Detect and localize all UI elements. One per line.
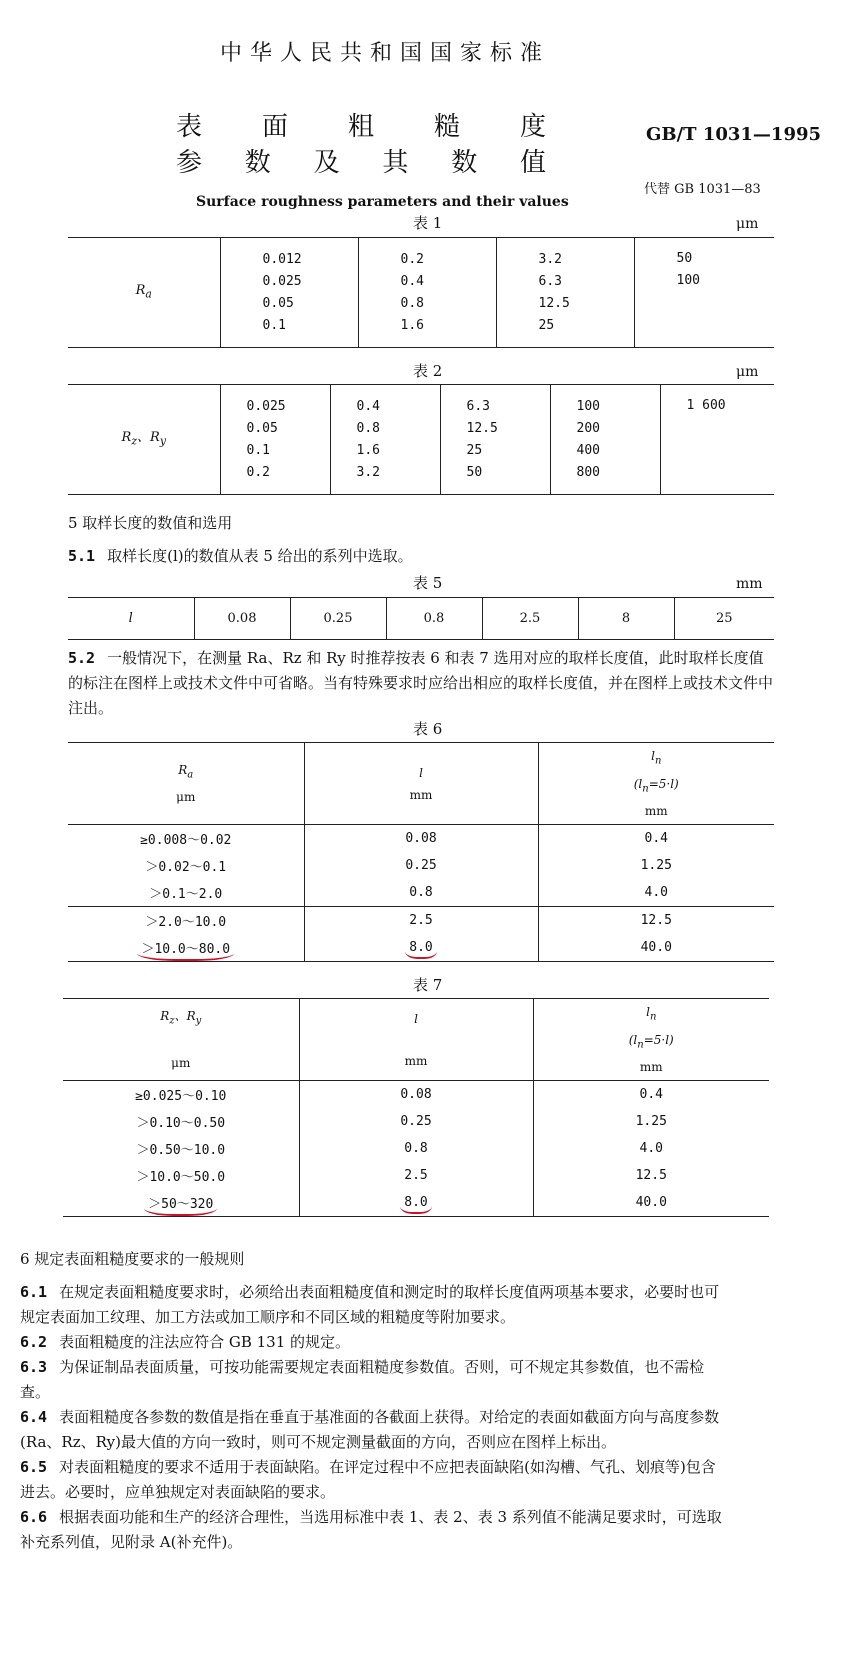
table-row [63,1081,769,1109]
cell-value: ≥0.008～0.02 [140,833,232,848]
table-cell [63,1189,299,1217]
table-header-row [68,743,774,825]
section-6-body [20,1280,728,1555]
cell-value: 0.08 [405,831,437,846]
clause-paragraph [20,1405,728,1455]
cell-value: 0.2 [400,251,424,267]
table-header-row [63,999,769,1081]
title-character: 及 [313,148,340,178]
clause-paragraph [20,1355,728,1405]
clause-text: 表面粗糙度各参数的数值是指在垂直于基准面的各截面上获得。对给定的表面如截面方向与高度参数(Ra、Rz、Ry)最大值的方向一致时，则可不规定测量截面的方向，否则应在图样上标出。 [20,1408,720,1451]
cell-value: 100 [676,273,700,288]
table-row [63,1162,769,1189]
paragraph-5-1 [68,544,774,569]
cell-value: 3.2 [356,464,380,480]
cell-value: 1 600 [686,398,726,413]
table-cell [68,825,304,853]
title-line-2 [176,142,546,179]
title-character: 数 [451,148,478,178]
row-label: $R_a$ [135,282,152,301]
table-cell [538,852,774,879]
cell-value: 12.5 [538,295,570,311]
cell-value: 12.5 [640,913,672,928]
value-column [660,385,774,495]
clause-text: 在规定表面粗糙度要求时，必须给出表面粗糙度值和测定时的取样长度值两项基本要求，必要时也可规定表面加工纹理、加工方法或加工顺序和不同区域的粗糙度等附加要求。 [20,1283,720,1326]
cell-value: 0.05 [246,420,278,436]
title-line-1 [176,106,546,143]
cell-value: 0.08 [400,1087,432,1102]
table-cell [533,1189,769,1217]
cell-value: 100 [576,398,600,414]
column-header-l: l mm [304,743,538,825]
cell-value: ＞0.10～0.50 [136,1116,226,1131]
title-character: 数 [244,148,271,178]
table1-caption: 表 1 [413,214,443,232]
column-header-ra: $R_a$ μm [68,743,304,825]
table-cell [68,934,304,962]
table5-caption: 表 5 [413,574,443,592]
value-column [330,385,440,495]
cell-value: 0.012 [262,251,302,267]
cell-value: 0.4 [644,831,668,846]
table-cell [299,1135,533,1162]
column-header-ln: $l_n$ $(l_n=5\cdot l)$ mm [533,999,769,1081]
cell-value: 4.0 [639,1141,663,1156]
table-cell [63,1081,299,1109]
cell-value: 8 [578,598,674,640]
cell-value: 2.5 [404,1168,428,1183]
cell-value: 0.05 [262,295,294,311]
cell-value: 0.8 [356,420,380,436]
row-label: $R_z$、$R_y$ [121,429,166,448]
value-column [358,238,496,348]
replaces-note: 代替 GB 1031—83 [644,182,761,197]
table-row [68,385,774,495]
table1-unit: μm [736,216,759,232]
title-character: 表 [176,112,203,142]
clause-text: 取样长度(l)的数值从表 5 给出的系列中选取。 [107,547,413,565]
cell-value: 12.5 [635,1168,667,1183]
table-cell [63,1108,299,1135]
value-column [220,385,330,495]
cell-value: 0.1 [246,442,270,458]
cell-value: 0.4 [356,398,380,414]
cell-value: 6.3 [538,273,562,289]
cell-value: 400 [576,442,600,458]
cell-value: ≥0.025～0.10 [135,1089,227,1104]
cell-value: 0.8 [409,885,433,900]
table-cell [304,879,538,907]
cell-value: 1.25 [635,1114,667,1129]
table-2 [68,384,774,495]
clause-text: 根据表面功能和生产的经济合理性，当选用标准中表 1、表 2、表 3 系列值不能满足要求时，可选取补充系列值，见附录 A(补充件)。 [20,1508,722,1551]
standard-code: GB/T 1031—1995 [646,124,822,145]
column-header-rz-ry: $R_z$、$R_y$ μm [63,999,299,1081]
cell-value: 0.1 [262,317,286,333]
cell-value: 0.4 [639,1087,663,1102]
clause-paragraph [20,1455,728,1505]
table-cell [538,934,774,962]
table5-unit: mm [736,576,763,592]
title-character: 粗 [347,112,374,142]
table-cell [533,1081,769,1109]
row-label: l [128,611,133,626]
cell-value: 1.25 [640,858,672,873]
table-cell [68,879,304,907]
table-cell [63,1162,299,1189]
table-row [68,598,774,640]
cell-value: ＞10.0～50.0 [136,1170,226,1185]
cell-value: 0.8 [400,295,424,311]
table-row [68,934,774,962]
table-row [68,907,774,935]
table2-caption: 表 2 [413,362,443,380]
table-cell [304,907,538,935]
table-cell [68,907,304,935]
table-cell [304,934,538,962]
cell-value: 2.5 [409,913,433,928]
table-row [68,825,774,853]
table-1 [68,237,774,348]
clause-paragraph [20,1330,728,1355]
cell-value: 0.025 [246,398,286,414]
table-cell [304,852,538,879]
cell-value: 200 [576,420,600,436]
section-5-heading: 5 取样长度的数值和选用 [68,514,233,532]
clause-number: 5.1 [68,547,96,565]
cell-value: ＞2.0～10.0 [145,915,227,930]
cell-value: 12.5 [466,420,498,436]
value-column [440,385,550,495]
cell-value: 25 [674,598,774,640]
section-6-heading: 6 规定表面粗糙度要求的一般规则 [20,1250,245,1268]
cell-value: ＞0.1～2.0 [149,887,223,902]
clause-paragraph [20,1280,728,1330]
cell-value: 0.8 [386,598,482,640]
table-row [63,1189,769,1217]
clause-text: 一般情况下，在测量 Ra、Rz 和 Ry 时推荐按表 6 和表 7 选用对应的取样长度值，此时取样长度值的标注在图样上或技术文件中可省略。当有特殊要求时应给出相应的取样长度值，并在图样上或技术文件中注出。 [68,649,774,717]
table-row [68,238,774,348]
table-7 [63,998,769,1217]
cell-value: 0.8 [404,1141,428,1156]
clause-number: 6.2 [20,1333,48,1351]
table-cell [538,879,774,907]
value-column [220,238,358,348]
title-character: 面 [261,112,288,142]
standard-type: 中华人民共和国国家标准 [220,41,551,66]
cell-value: 1.6 [356,442,380,458]
cell-value: ＞0.50～10.0 [136,1143,226,1158]
table-row [68,879,774,907]
table-cell [533,1135,769,1162]
clause-text: 为保证制品表面质量，可按功能需要规定表面粗糙度参数值。否则，可不规定其参数值，也不需检查。 [20,1358,705,1401]
table-5 [68,597,774,640]
cell-value: 25 [538,317,555,333]
title-character: 参 [176,148,203,178]
underlined-value: ＞10.0～80.0 [137,942,234,961]
paragraph-5-2 [68,646,776,721]
table7-caption: 表 7 [413,976,443,994]
cell-value: 1.6 [400,317,424,333]
cell-value: 0.025 [262,273,302,289]
cell-value: 25 [466,442,483,458]
cell-value: 3.2 [538,251,562,267]
table2-unit: μm [736,364,759,380]
clause-number: 6.4 [20,1408,48,1426]
table-cell [63,1135,299,1162]
clause-number: 6.6 [20,1508,48,1526]
table-cell [299,1189,533,1217]
clause-number: 6.1 [20,1283,48,1301]
title-character: 度 [519,112,546,142]
table6-caption: 表 6 [413,720,443,738]
cell-value: 50 [676,251,693,266]
clause-paragraph [20,1505,728,1555]
table-cell [533,1162,769,1189]
table-cell [68,852,304,879]
clause-text: 表面粗糙度的注法应符合 GB 131 的规定。 [59,1333,351,1351]
cell-value: 40.0 [635,1195,667,1210]
clause-number: 5.2 [68,649,96,667]
cell-value: 800 [576,464,600,480]
cell-value: ＞0.02～0.1 [145,860,227,875]
cell-value: 0.4 [400,273,424,289]
cell-value: 50 [466,464,483,480]
cell-value: 40.0 [640,940,672,955]
table-row [63,1135,769,1162]
value-column [496,238,634,348]
column-header-l: l mm [299,999,533,1081]
title-character: 糙 [433,112,460,142]
cell-value: 0.25 [290,598,386,640]
underlined-value: ＞50～320 [144,1197,217,1216]
cell-value: 0.25 [400,1114,432,1129]
column-header-ln: $l_n$ $(l_n=5\cdot l)$ mm [538,743,774,825]
english-title: Surface roughness parameters and their values [196,194,569,210]
table-cell [538,825,774,853]
table-cell [304,825,538,853]
table-cell [533,1108,769,1135]
table-cell [299,1162,533,1189]
clause-number: 6.5 [20,1458,48,1476]
cell-value: 0.25 [405,858,437,873]
cell-value: 0.08 [194,598,290,640]
title-character: 其 [382,148,409,178]
clause-number: 6.3 [20,1358,48,1376]
cell-value: 2.5 [482,598,578,640]
table-cell [299,1108,533,1135]
table-6 [68,742,774,962]
value-column [634,238,774,348]
title-character: 值 [519,148,546,178]
cell-value: 0.2 [246,464,270,480]
table-cell [299,1081,533,1109]
underlined-value: 8.0 [405,940,436,959]
table-row [63,1108,769,1135]
cell-value: 6.3 [466,398,490,414]
table-row [68,852,774,879]
cell-value: 4.0 [644,885,668,900]
value-column [550,385,660,495]
underlined-value: 8.0 [400,1195,431,1214]
table-cell [538,907,774,935]
clause-text: 对表面粗糙度的要求不适用于表面缺陷。在评定过程中不应把表面缺陷(如沟槽、气孔、划痕等)包含进去。必要时，应单独规定对表面缺陷的要求。 [20,1458,716,1501]
